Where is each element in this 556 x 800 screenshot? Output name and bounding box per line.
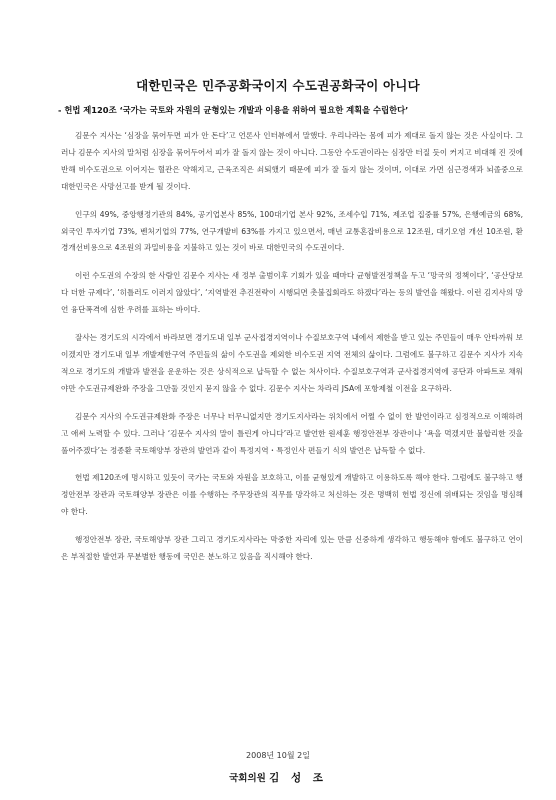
paragraph: 김문수 지사는 ‘심장을 묶어두면 피가 안 돈다’고 언론사 인터뷰에서 말했다. 우리나라는 몸에 피가 제대로 돌지 않는 것은 사실이다. 그러나 김문수 지사의 말처럼 심장을 묶어두어서 피가 잘 돌지 않는 것이 아니다. 그동안 수도권이라는 심장만 터질 듯이 커지고 비대해 진 것에 반해 비수도권으로 이어지는 혈관은 약해지고, 근육조직은 쇠퇴했기 때문에 피가 잘 돌지 않는 것이며, 이대로 가면 심근경색과 뇌졸중으로 대한민국은 사망선고를 받게 될 것이다. (61, 131, 523, 191)
signature (0, 770, 556, 785)
signature-name: 김 성 조 (269, 772, 327, 784)
document-date: 2008년 10월 2일 (246, 751, 310, 760)
paragraph: 잘사는 경기도의 시각에서 바라보면 경기도내 일부 군사접경지역이나 수질보호구역 내에서 제한을 받고 있는 주민들이 매우 안타까워 보이겠지만 경기도내 일부 개발제한구역 주민들의 삶이 수도권을 제외한 비수도권 지역 전체의 삶이다. 그럼에도 불구하고 김문수 지사가 지속적으로 경기도의 개발과 발전을 운운하는 것은 상식적으로 납득할 수 없는 처사이다. 수질보호구역과 군사접경지역에 공단과 아파트로 채워야만 수도권규제완화 주장을 그만둘 것인지 묻지 않을 수 없다. 김문수 지사는 차라리 JSA에 포항제철 이전을 요구하라. (61, 333, 523, 393)
paragraph: 이런 수도권의 수장의 한 사람인 김문수 지사는 새 정부 출범이후 기회가 있을 때마다 균형발전정책을 두고 ‘망국의 정책이다’, ‘공산당보다 더한 규제다’, ‘히틀러도 이러지 않았다’, ‘지역발전 추진전략이 시행되면 촛불집회라도 하겠다’라는 등의 발언을 해왔다. 이런 김지사의 망언 융단폭격에 심한 우려를 표하는 바이다. (61, 271, 523, 315)
document-title: 대한민국은 민주공화국이지 수도권공화국이 아니다 (136, 78, 420, 93)
paragraph: 인구의 49%, 중앙행정기관의 84%, 공기업본사 85%, 100대기업 본사 92%, 조세수입 71%, 제조업 집중률 57%, 은행예금의 68%, 외국인 투자기업 73%, 벤처기업의 77%, 연구개발비 63%를 가지고 있으면서, 매년 교통혼잡비용으로 12조원, 대기오염 개선 10조원, 환경개선비용으로 4조원의 과밀비용을 지불하고 있는 것이 바로 대한민국의 수도권이다. (61, 209, 523, 253)
signature-title: 국회의원 (229, 773, 266, 784)
document-body (61, 128, 523, 577)
paragraph: 행정안전부 장관, 국토해양부 장관 그리고 경기도지사라는 막중한 자리에 있는 만큼 신중하게 생각하고 행동해야 함에도 불구하고 연이은 부적절한 발언과 무분별한 행동에 국민은 분노하고 있음을 직시해야 한다. (61, 535, 523, 562)
paragraph: 김문수 지사의 수도권규제완화 주장은 너무나 터무니없지만 경기도지사라는 위치에서 어쩔 수 없이 한 발언이라고 심정적으로 이해하려고 애써 노력할 수 있다. 그러나 ‘김문수 지사의 말이 틀린게 아니다’라고 발언한 원세훈 행정안전부 장관이나 ‘욕을 먹겠지만 불합리한 것을 풀어주겠다’는 정종환 국토해양부 장관의 발언과 같이 특정지역・특정인사 편들기 식의 발언은 납득할 수 없다. (61, 411, 523, 455)
document-subtitle: - 헌법 제120조 ‘국가는 국토와 자원의 균형있는 개발과 이용을 위하여 필요한 계획을 수립한다’ (58, 105, 409, 115)
paragraph: 헌법 제120조에 명시하고 있듯이 국가는 국토와 자원을 보호하고, 이를 균형있게 개발하고 이용하도록 해야 한다. 그럼에도 불구하고 행정안전부 장관과 국토해양부 장관은 이를 수행하는 주무장관의 직무를 망각하고 처신하는 것은 명백히 헌법 정신에 위배되는 것임을 명심해야 한다. (61, 473, 523, 517)
